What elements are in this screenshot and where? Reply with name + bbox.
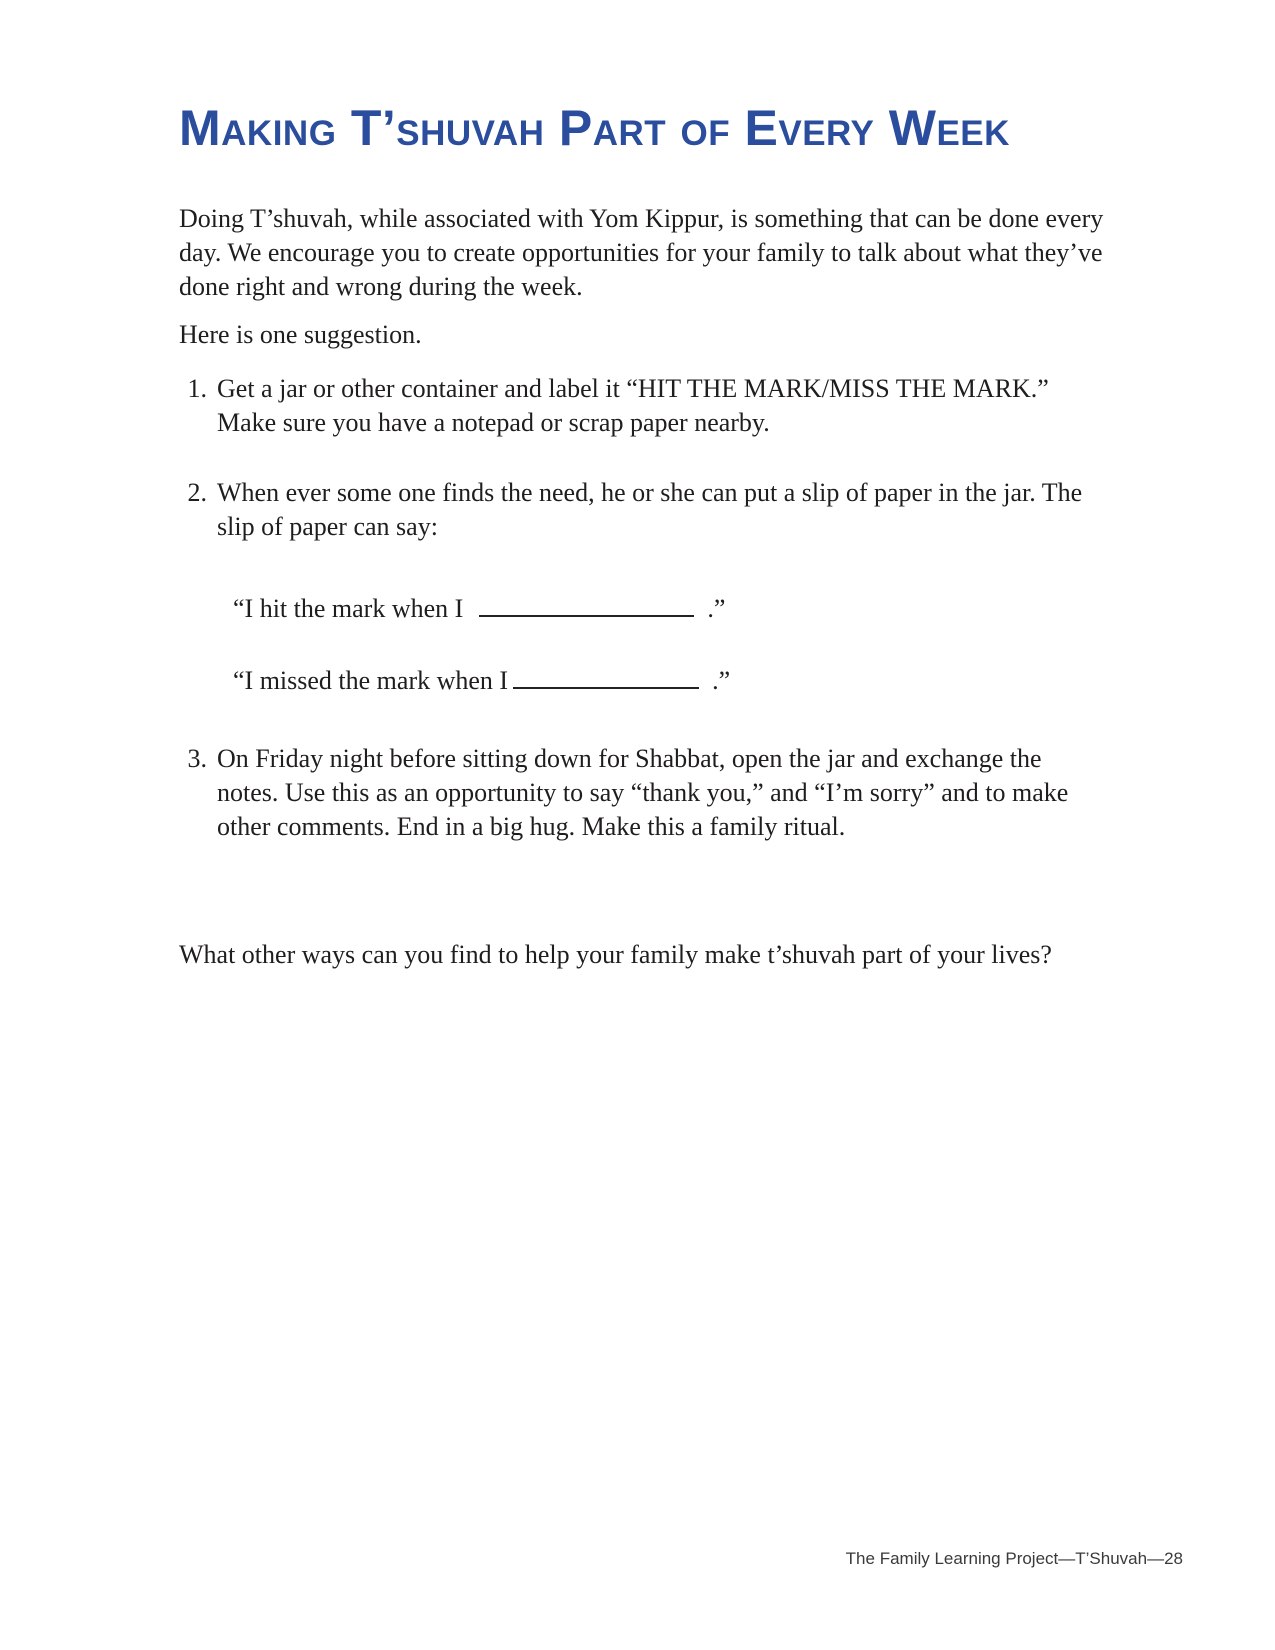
fill-in-hit-the-mark (233, 592, 1117, 626)
list-number-1: 1. (187, 374, 207, 403)
fill-in-missed-the-mark (233, 664, 1117, 698)
fill-in-missed-after: .” (712, 666, 731, 695)
fill-in-hit-before: “I hit the mark when I (233, 594, 464, 623)
blank-line-hit (479, 592, 694, 617)
list-text-1: Get a jar or other container and label it “HIT THE MARK/MISS THE MARK.” Make sure you have a notepad or scrap paper nearby. (217, 374, 1049, 437)
suggestion-lead: Here is one suggestion. (179, 320, 422, 349)
page-title: Making T’shuvah Part of Every Week (179, 100, 1010, 156)
fill-in-missed-before: “I missed the mark when I (233, 666, 509, 695)
list-text-3: On Friday night before sitting down for Shabbat, open the jar and exchange the notes. Use this as an opportunity to say “thank you,” and “I’m sorry” and to make other comments. End in a big hug. Make this a family ritual. (217, 744, 1069, 841)
page-footer: The Family Learning Project—T’Shuvah—28 (845, 1549, 1183, 1568)
fill-in-hit-after: .” (707, 594, 726, 623)
page-content (179, 100, 1117, 972)
list-text-2: When ever some one finds the need, he or she can put a slip of paper in the jar. The slip of paper can say: (217, 478, 1083, 541)
intro-paragraph: Doing T’shuvah, while associated with Yom Kippur, is something that can be done every day. We encourage you to create opportunities for your family to talk about what they’ve done right and wrong during the week. (179, 204, 1104, 301)
list-item-3 (179, 742, 1117, 844)
list-number-3: 3. (187, 744, 207, 773)
list-item-1 (179, 372, 1117, 440)
list-number-2: 2. (187, 478, 207, 507)
blank-line-missed (513, 664, 699, 689)
list-item-2 (179, 476, 1117, 544)
closing-question: What other ways can you find to help your family make t’shuvah part of your lives? (179, 940, 1052, 969)
